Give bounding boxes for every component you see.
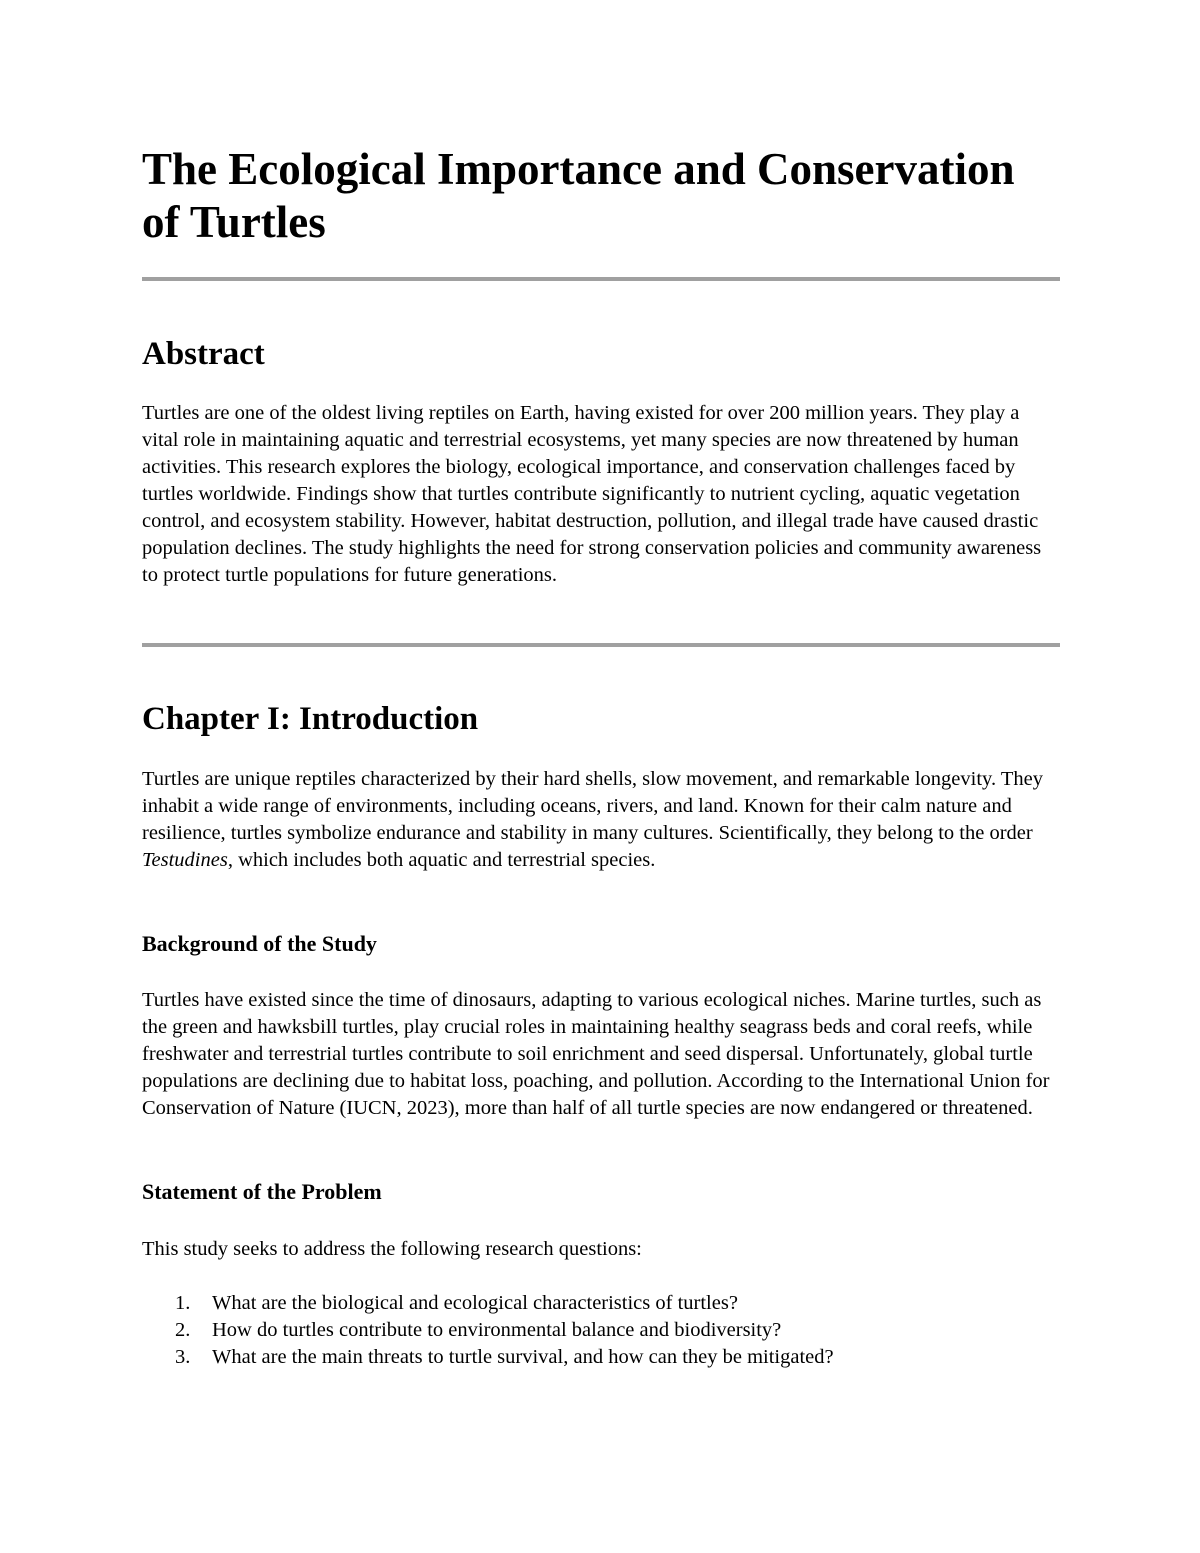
intro-text-start: Turtles are unique reptiles characterized by their hard shells, slow movement, and remarkable longevity. They inhabit a wide range of environments, including oceans, rivers, and land. Known for their calm nature and resilience, turtles symbolize endurance and stability in many cultures. Scientifically, they belong to the order <box>142 768 1043 844</box>
list-item-text: What are the main threats to turtle survival, and how can they be mitigated? <box>212 1346 834 1368</box>
document-title: The Ecological Importance and Conservation of Turtles <box>142 144 1015 247</box>
intro-text-end: , which includes both aquatic and terrestrial species. <box>227 849 656 871</box>
list-item-text: What are the biological and ecological characteristics of turtles? <box>212 1292 738 1314</box>
introduction-paragraph <box>142 766 1060 874</box>
chapter-heading: Chapter I: Introduction <box>142 701 479 737</box>
abstract-heading: Abstract <box>142 336 265 372</box>
problem-text: This study seeks to address the following research questions: <box>142 1238 642 1260</box>
list-item-number: 2. <box>175 1319 191 1341</box>
list-item <box>142 1344 834 1371</box>
divider <box>142 643 1060 647</box>
problem-heading: Statement of the Problem <box>142 1179 382 1204</box>
list-item-number: 3. <box>175 1346 191 1368</box>
list-item-text: How do turtles contribute to environmental balance and biodiversity? <box>212 1319 782 1341</box>
order-name-italic: Testudines <box>142 849 228 871</box>
list-item-number: 1. <box>175 1292 191 1314</box>
list-item <box>142 1290 834 1317</box>
divider <box>142 277 1060 281</box>
abstract-text: Turtles are one of the oldest living reptiles on Earth, having existed for over 200 million years. They play a vital role in maintaining aquatic and terrestrial ecosystems, yet many species are now threatened by human activities. This research explores the biology, ecological importance, and conservation challenges faced by turtles worldwide. Findings show that turtles contribute significantly to nutrient cycling, aquatic vegetation control, and ecosystem stability. However, habitat destruction, pollution, and illegal trade have caused drastic population declines. The study highlights the need for strong conservation policies and community awareness to protect turtle populations for future generations. <box>142 402 1042 586</box>
list-item <box>142 1317 834 1344</box>
research-questions-list <box>142 1290 834 1371</box>
background-heading: Background of the Study <box>142 931 377 956</box>
background-text: Turtles have existed since the time of dinosaurs, adapting to various ecological niches. Marine turtles, such as the green and hawksbill turtles, play crucial roles in maintaining healthy seagrass beds and coral reefs, while freshwater and terrestrial turtles contribute to soil enrichment and seed dispersal. Unfortunately, global turtle populations are declining due to habitat loss, poaching, and pollution. According to the International Union for Conservation of Nature (IUCN, 2023), more than half of all turtle species are now endangered or threatened. <box>142 989 1050 1119</box>
